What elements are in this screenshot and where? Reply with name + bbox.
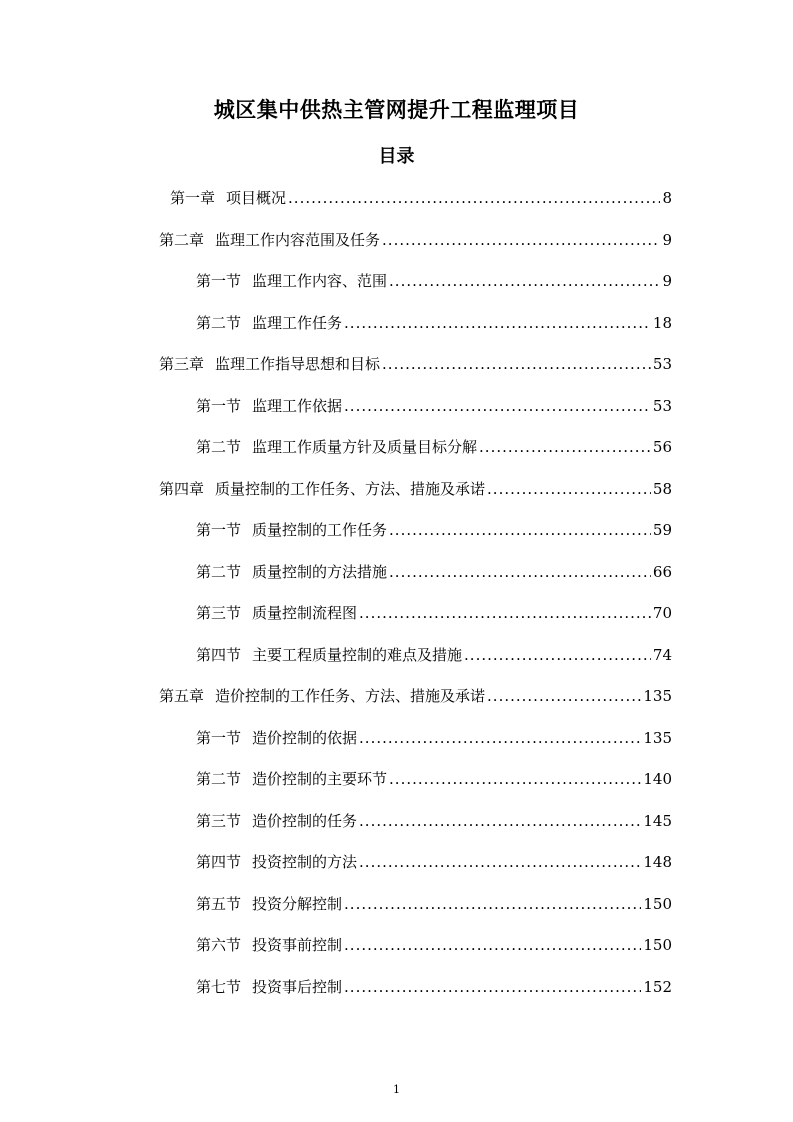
toc-leader-dots xyxy=(359,850,641,874)
toc-entry-number: 第一节 xyxy=(196,521,242,539)
toc-entry-page: 74 xyxy=(652,646,672,664)
toc-entry-number: 第三章 xyxy=(159,355,205,373)
toc-entry-section[interactable] xyxy=(196,809,672,833)
toc-entry-label: 投资控制的方法 xyxy=(252,853,358,871)
toc-entry-number: 第四章 xyxy=(159,480,205,498)
toc-entry-number: 第一节 xyxy=(196,272,242,290)
toc-entry-page: 53 xyxy=(652,397,672,415)
toc-entry-section[interactable] xyxy=(196,643,672,667)
toc-entry-label: 监理工作指导思想和目标 xyxy=(215,355,381,373)
toc-entry-chapter-3[interactable] xyxy=(159,352,672,376)
toc-entry-label: 投资事后控制 xyxy=(252,978,343,996)
toc-entry-label: 质量控制的方法措施 xyxy=(252,563,388,581)
toc-entry-label: 质量控制的工作任务 xyxy=(252,521,388,539)
toc-entry-number: 第五章 xyxy=(159,687,205,705)
toc-leader-dots xyxy=(479,435,651,459)
toc-leader-dots xyxy=(389,767,641,791)
toc-leader-dots xyxy=(389,560,651,584)
toc-leader-dots xyxy=(389,518,651,542)
toc-entry-number: 第七节 xyxy=(196,978,242,996)
toc-leader-dots xyxy=(487,684,641,708)
toc-entry-section[interactable] xyxy=(196,560,672,584)
toc-entry-number: 第三节 xyxy=(196,604,242,622)
toc-entry-label: 投资事前控制 xyxy=(252,936,343,954)
toc-entry-section[interactable] xyxy=(196,933,672,957)
toc-leader-dots xyxy=(344,311,651,335)
toc-entry-number: 第四节 xyxy=(196,853,242,871)
toc-leader-dots xyxy=(382,228,660,252)
toc-entry-page: 59 xyxy=(652,521,672,539)
toc-entry-number: 第二节 xyxy=(196,438,242,456)
toc-entry-section[interactable] xyxy=(196,311,672,335)
toc-entry-page: 9 xyxy=(662,231,672,249)
toc-entry-number: 第一节 xyxy=(196,729,242,747)
toc-leader-dots xyxy=(344,394,651,418)
toc-entry-page: 58 xyxy=(652,480,672,498)
toc-leader-dots xyxy=(359,601,651,625)
toc-leader-dots xyxy=(389,269,660,293)
toc-entry-label: 项目概况 xyxy=(226,189,287,207)
toc-leader-dots xyxy=(344,892,641,916)
toc-entry-label: 主要工程质量控制的难点及措施 xyxy=(252,646,463,664)
toc-entry-number: 第一节 xyxy=(196,397,242,415)
document-title: 城区集中供热主管网提升工程监理项目 xyxy=(213,98,580,122)
toc-entry-section[interactable] xyxy=(196,518,672,542)
toc-entry-page: 18 xyxy=(652,314,672,332)
toc-entry-label: 监理工作内容、范围 xyxy=(252,272,388,290)
toc-entry-page: 70 xyxy=(652,604,672,622)
toc-entry-section[interactable] xyxy=(196,892,672,916)
toc-leader-dots xyxy=(464,643,651,667)
page-number: 1 xyxy=(393,1083,400,1096)
toc-heading: 目录 xyxy=(378,146,415,167)
toc-leader-dots xyxy=(382,352,651,376)
toc-leader-dots xyxy=(359,726,641,750)
toc-entry-page: 135 xyxy=(643,687,672,705)
toc-leader-dots xyxy=(487,477,651,501)
toc-entry-page: 148 xyxy=(643,853,672,871)
toc-leader-dots xyxy=(288,186,660,210)
toc-entry-label: 造价控制的依据 xyxy=(252,729,358,747)
toc-entry-section[interactable] xyxy=(196,767,672,791)
toc-entry-page: 56 xyxy=(652,438,672,456)
toc-entry-section[interactable] xyxy=(196,726,672,750)
toc-entry-label: 监理工作任务 xyxy=(252,314,343,332)
toc-entry-page: 8 xyxy=(662,189,672,207)
toc-entry-number: 第四节 xyxy=(196,646,242,664)
toc-entry-page: 9 xyxy=(662,272,672,290)
toc-entry-number: 第一章 xyxy=(170,189,216,207)
toc-entry-page: 135 xyxy=(643,729,672,747)
toc-entry-label: 监理工作质量方针及质量目标分解 xyxy=(252,438,478,456)
toc-entry-section[interactable] xyxy=(196,269,672,293)
toc-entry-page: 152 xyxy=(643,978,672,996)
toc-entry-label: 造价控制的任务 xyxy=(252,812,358,830)
toc-entry-number: 第三节 xyxy=(196,812,242,830)
toc-entry-section[interactable] xyxy=(196,601,672,625)
toc-entry-page: 53 xyxy=(652,355,672,373)
toc-entry-label: 投资分解控制 xyxy=(252,895,343,913)
toc-entry-number: 第六节 xyxy=(196,936,242,954)
toc-entry-chapter-2[interactable] xyxy=(159,228,672,252)
toc-entry-number: 第二节 xyxy=(196,563,242,581)
toc-entry-chapter-4[interactable] xyxy=(159,477,672,501)
toc-entry-chapter-5[interactable] xyxy=(159,684,672,708)
toc-leader-dots xyxy=(359,809,641,833)
toc-entry-page: 66 xyxy=(652,563,672,581)
toc-entry-section[interactable] xyxy=(196,850,672,874)
toc-entry-label: 造价控制的工作任务、方法、措施及承诺 xyxy=(215,687,486,705)
toc-entry-number: 第五节 xyxy=(196,895,242,913)
toc-entry-chapter-1[interactable] xyxy=(170,186,672,210)
toc-entry-label: 监理工作内容范围及任务 xyxy=(215,231,381,249)
toc-entry-section[interactable] xyxy=(196,435,672,459)
toc-entry-number: 第二章 xyxy=(159,231,205,249)
toc-entry-section[interactable] xyxy=(196,394,672,418)
toc-entry-label: 造价控制的主要环节 xyxy=(252,770,388,788)
toc-entry-number: 第二节 xyxy=(196,770,242,788)
toc-entry-label: 质量控制的工作任务、方法、措施及承诺 xyxy=(215,480,486,498)
toc-entry-page: 150 xyxy=(643,936,672,954)
toc-leader-dots xyxy=(344,975,641,999)
toc-entry-page: 140 xyxy=(643,770,672,788)
toc-entry-label: 监理工作依据 xyxy=(252,397,343,415)
toc-leader-dots xyxy=(344,933,641,957)
toc-entry-page: 150 xyxy=(643,895,672,913)
toc-entry-label: 质量控制流程图 xyxy=(252,604,358,622)
toc-entry-number: 第二节 xyxy=(196,314,242,332)
toc-entry-section[interactable] xyxy=(196,975,672,999)
toc-entry-page: 145 xyxy=(643,812,672,830)
